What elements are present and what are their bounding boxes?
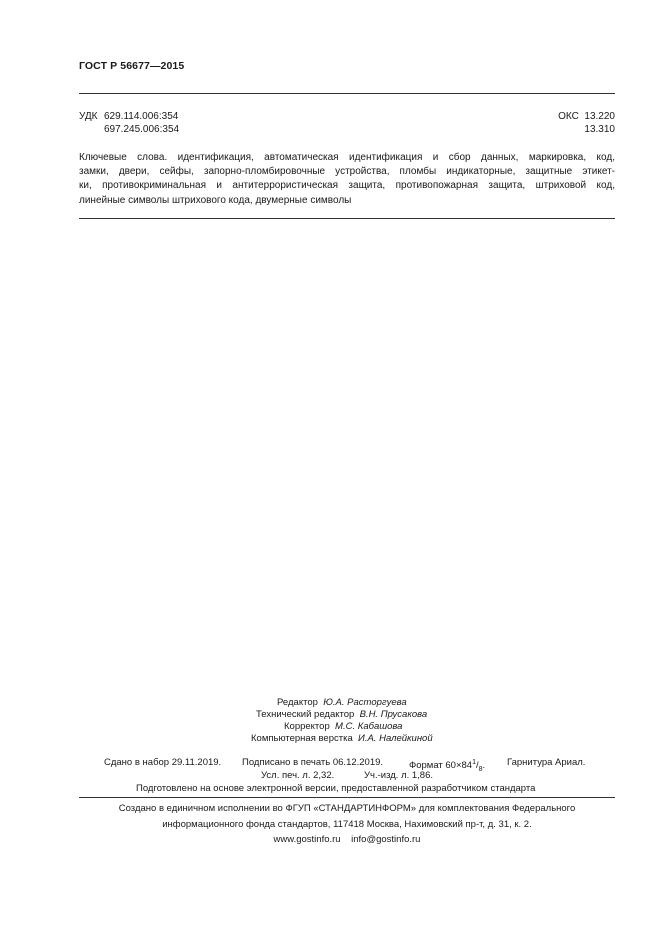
email-link[interactable]: info@gostinfo.ru bbox=[351, 834, 421, 845]
oks-label: ОКС bbox=[558, 111, 579, 122]
website-link[interactable]: www.gostinfo.ru bbox=[273, 834, 341, 845]
udk-code-1: 629.114.006:354 bbox=[104, 111, 179, 122]
footer-line-1: Создано в единичном исполнении во ФГУП «СТАНДАРТИНФОРМ» для комплектования Федерального bbox=[118, 803, 576, 814]
document-header: ГОСТ Р 56677—2015 bbox=[79, 60, 185, 72]
layout-name: И.А. Налейкиной bbox=[358, 733, 433, 744]
keywords-paragraph bbox=[79, 151, 615, 208]
typeset-date: Сдано в набор 29.11.2019. bbox=[104, 757, 222, 768]
publisher-sheets: Уч.-изд. л. 1,86. bbox=[364, 770, 434, 781]
format-label: Формат 60×84 bbox=[409, 760, 473, 772]
keywords-divider bbox=[79, 218, 615, 219]
proofreader-role: Корректор bbox=[284, 721, 330, 732]
font-info: Гарнитура Ариал. bbox=[507, 757, 586, 768]
editor-name: Ю.А. Расторгуева bbox=[323, 697, 407, 708]
keywords-line: Ключевые слова. идентификация, автоматическая идентификация и сбор данных, маркировка, код, bbox=[79, 152, 615, 163]
signed-date: Подписано в печать 06.12.2019. bbox=[242, 757, 384, 768]
format-end: . bbox=[482, 760, 486, 772]
footer-line-2: информационного фонда стандартов, 117418 Москва, Нахимовский пр-т, д. 31, к. 2. bbox=[162, 818, 532, 830]
udk-code-2: 697.245.006:354 bbox=[104, 124, 180, 135]
keywords-line: замки, двери, сейфы, запорно-пломбировочные устройства, пломбы индикаторные, защитные этикет- bbox=[79, 166, 615, 178]
editor-role: Редактор bbox=[277, 697, 318, 708]
prepared-note: Подготовлено на основе электронной версии, предоставленной разработчиком стандарта bbox=[136, 783, 536, 794]
tech-editor-name: В.Н. Прусакова bbox=[359, 709, 428, 720]
format-info: Формат $60\times 84^1/_8$. bbox=[409, 759, 486, 774]
layout-role: Компьютерная верстка bbox=[251, 733, 353, 744]
format-numerator: 1 bbox=[472, 759, 476, 766]
proofreader-name: М.С. Кабашова bbox=[335, 721, 403, 732]
udk-block bbox=[79, 110, 180, 135]
footer-contacts bbox=[79, 832, 615, 848]
layout-credit bbox=[251, 732, 433, 746]
oks-code-2: 13.310 bbox=[584, 124, 615, 135]
oks-code-1: 13.220 bbox=[584, 111, 615, 122]
udk-label: УДК bbox=[79, 111, 98, 122]
tech-editor-role: Технический редактор bbox=[256, 709, 355, 720]
print-sheets: Усл. печ. л. 2,32. bbox=[261, 770, 335, 781]
oks-block bbox=[558, 110, 615, 136]
header-divider bbox=[79, 93, 615, 94]
keywords-line: ки, противокриминальная и антитеррористическая защита, противопожарная защита, штриховой код, bbox=[79, 180, 615, 192]
footer bbox=[79, 801, 615, 848]
keywords-line: линейные символы штрихового кода, двумерные символы bbox=[79, 194, 352, 206]
format-denominator: 8 bbox=[478, 766, 483, 774]
footer-divider bbox=[79, 797, 615, 798]
